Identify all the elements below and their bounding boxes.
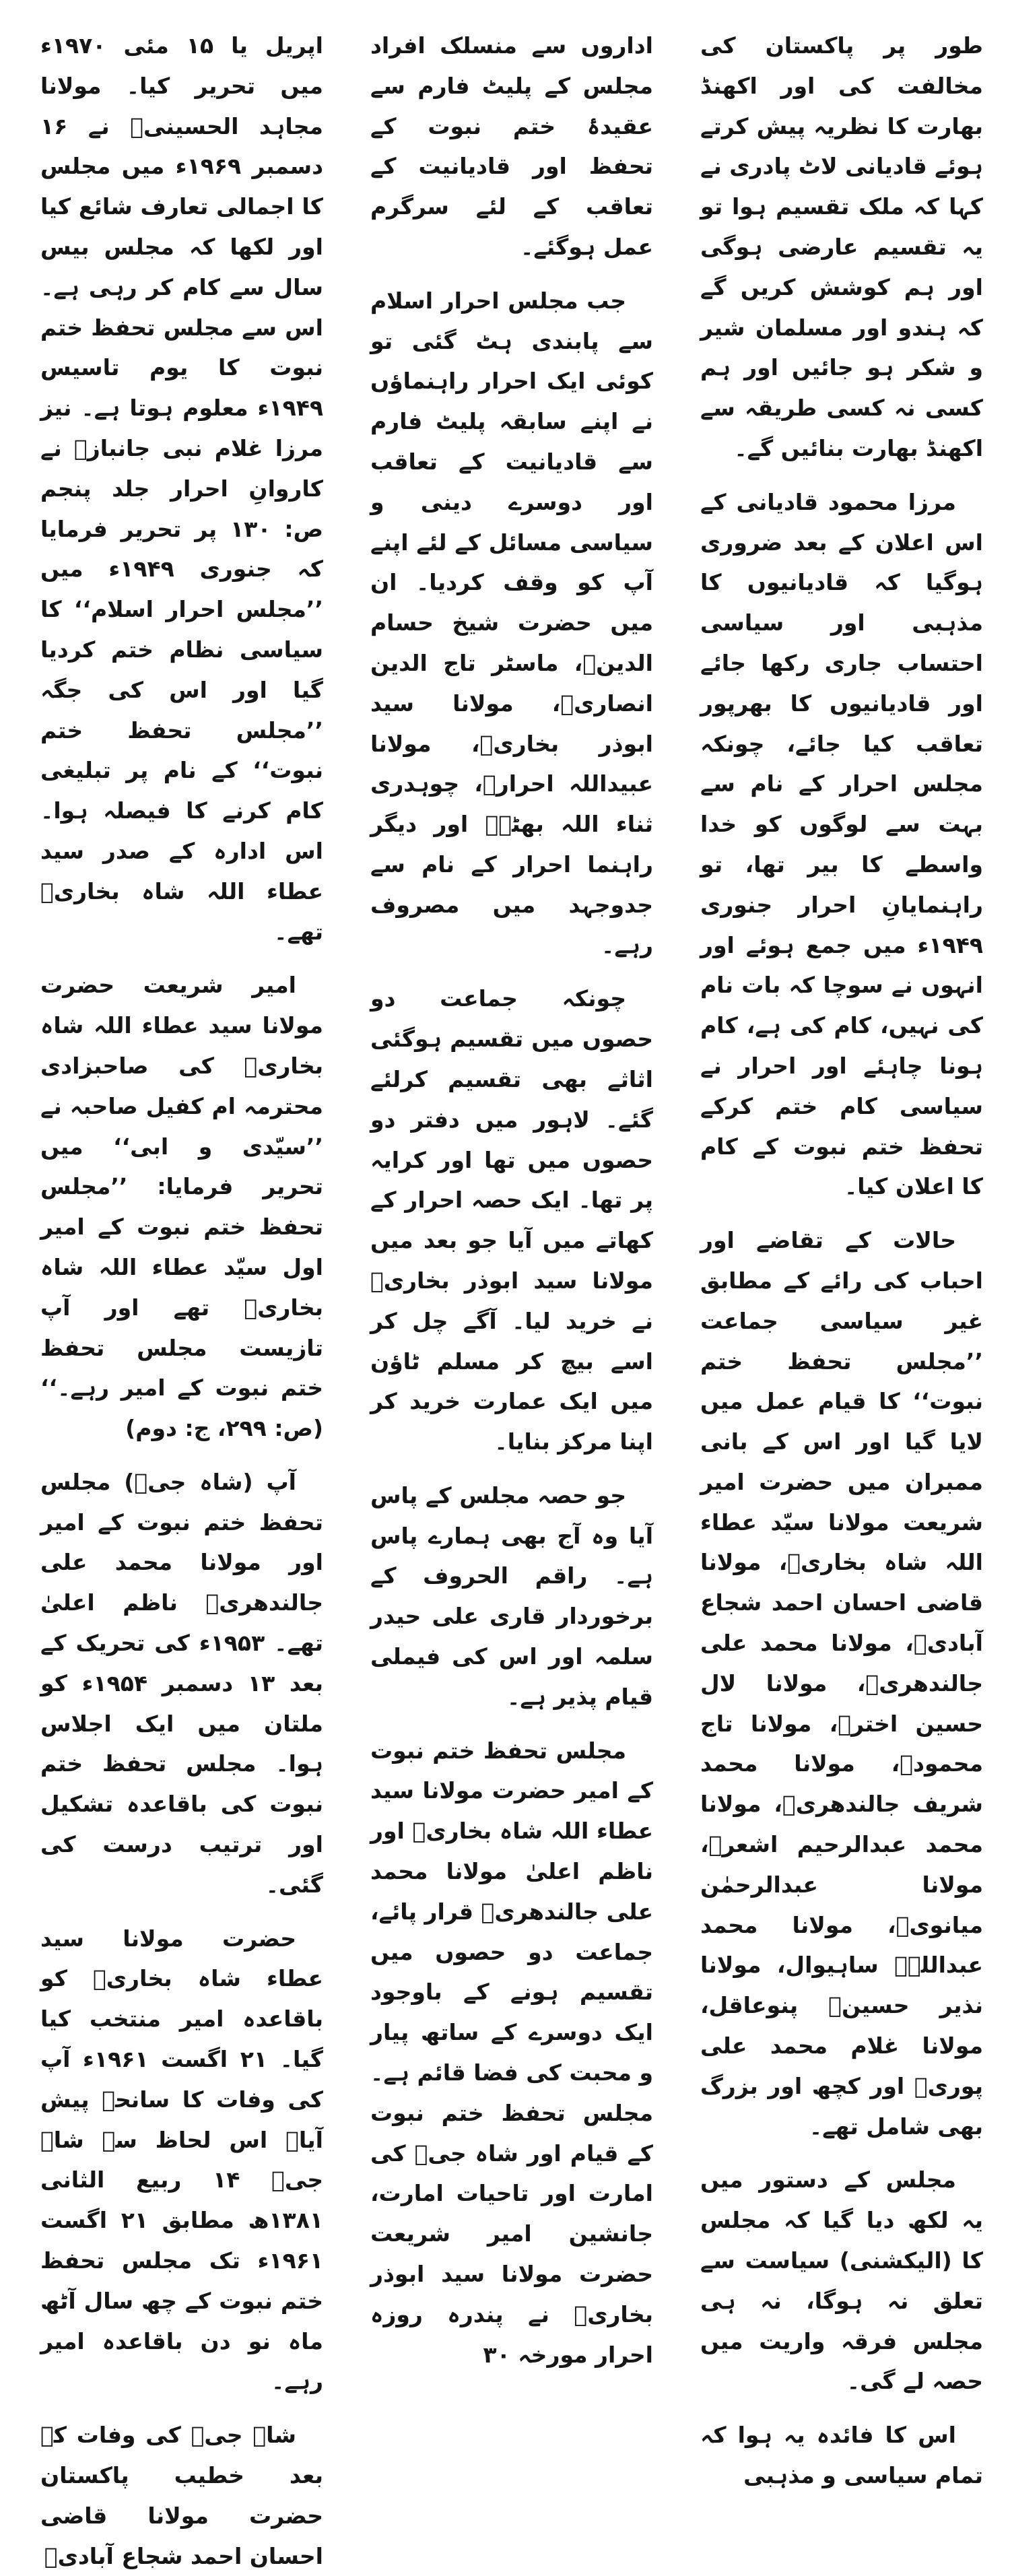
- column-left: [40, 26, 324, 2569]
- column-right: [700, 26, 983, 2489]
- paragraph: حضرت مولانا سید عطاء شاہ بخاریؒ کو باقاعدہ امیر منتخب کیا گیا۔ ۲۱ اگست ۱۹۶۱ء آپ کی وفات کا سانحہ پیش آیا۔ اس لحاظ سے شاہ جیؒ ۱۴ ربیع الثانی ۱۳۸۱ھ مطابق ۲۱ اگست ۱۹۶۱ء تک مجلس تحفظ ختم نبوت کے چھ سال آٹھ ماہ نو دن باقاعدہ امیر رہے۔: [40, 1925, 323, 2395]
- paragraph: اس کا فائدہ یہ ہوا کہ تمام سیاسی و مذہبی: [700, 2422, 983, 2489]
- paragraph: مجلس کے دستور میں یہ لکھ دیا گیا کہ مجلس کا (الیکشنی) سیاست سے تعلق نہ ہوگا، نہ ہی مجلس فرقہ واریت میں حصہ لے گی۔: [700, 2167, 983, 2395]
- paragraph: شاہ جیؒ کی وفات کے بعد خطیب پاکستان حضرت مولانا قاضی احسان احمد شجاع آبادیؒ: [40, 2422, 323, 2569]
- column-middle: [370, 26, 653, 2368]
- paragraph: حالات کے تقاضے اور احباب کی رائے کے مطابق غیر سیاسی جماعت ’’مجلس تحفظ ختم نبوت‘‘ کا قیام عمل میں لایا گیا اور اس کے بانی ممبران میں حضرت امیر شریعت مولانا سیّد عطاء اللہ شاہ بخاریؒ، مولانا قاضی احسان احمد شجاع آبادیؒ، مولانا محمد علی جالندھریؒ، مولانا لال حسین اخترؒ، مولانا تاج محمودؒ، مولانا محمد شریف جالندھریؒ، مولانا محمد عبدالرحیم اشعرؒ، مولانا عبدالرحمٰن میانویؒ، مولانا محمد عبداللہؒ ساہیوال، مولانا نذیر حسینؒ پنوعاقل، مولانا غلام محمد علی پوریؒ اور کچھ اور بزرگ بھی شامل تھے۔: [700, 1227, 983, 2140]
- paragraph: اداروں سے منسلک افراد مجلس کے پلیٹ فارم سے عقیدۂ ختم نبوت کے تحفظ اور قادیانیت کے تعاقب کے لئے سرگرم عمل ہوگئے۔: [370, 32, 653, 260]
- paragraph: جب مجلس احرار اسلام سے پابندی ہٹ گئی تو کوئی ایک احرار راہنماؤں نے اپنے سابقہ پلیٹ فارم سے قادیانیت کے تعاقب اور دوسرے دینی و سیاسی مسائل کے لئے اپنے آپ کو وقف کردیا۔ ان میں حضرت شیخ حسام الدینؒ، ماسٹر تاج الدین انصاریؒ، مولانا سید ابوذر بخاریؒ، مولانا عبیداللہ احرارؒ، چوہدری ثناء اللہ بھٹہؒ اور دیگر راہنما احرار کے نام سے جدوجہد میں مصروف رہے۔: [370, 287, 653, 958]
- paragraph: جو حصہ مجلس کے پاس آیا وہ آج بھی ہمارے پاس ہے۔ راقم الحروف کے برخوردار قاری علی حیدر سلمہ اور اس کی فیملی قیام پذیر ہے۔: [370, 1482, 653, 1710]
- paragraph: طور پر پاکستان کی مخالفت کی اور اکھنڈ بھارت کا نظریہ پیش کرتے ہوئے قادیانی لاٹ پادری نے کہا کہ ملک تقسیم ہوا تو یہ تقسیم عارضی ہوگی اور ہم کوشش کریں گے کہ ہندو اور مسلمان شیر و شکر ہو جائیں اور ہم کسی نہ کسی طریقہ سے اکھنڈ بھارت بنائیں گے۔: [700, 32, 983, 461]
- paragraph: آپ (شاہ جیؒ) مجلس تحفظ ختم نبوت کے امیر اور مولانا محمد علی جالندھریؒ ناظم اعلیٰ تھے۔ ۱۹۵۳ء کی تحریک کے بعد ۱۳ دسمبر ۱۹۵۴ء کو ملتان میں ایک اجلاس ہوا۔ مجلس تحفظ ختم نبوت کی باقاعدہ تشکیل اور ترتیب درست کی گئی۔: [40, 1468, 323, 1898]
- paragraph: اپریل یا ۱۵ مئی ۱۹۷۰ء میں تحریر کیا۔ مولانا مجاہد الحسینیؒ نے ۱۶ دسمبر ۱۹۶۹ء میں مجلس کا اجمالی تعارف شائع کیا اور لکھا کہ مجلس بیس سال سے کام کر رہی ہے۔ اس سے مجلس تحفظ ختم نبوت کا یوم تاسیس ۱۹۴۹ء معلوم ہوتا ہے۔ نیز مرزا غلام نبی جانبازؒ نے کاروانِ احرار جلد پنجم ص: ۱۳۰ پر تحریر فرمایا کہ جنوری ۱۹۴۹ء میں ’’مجلس احرار اسلام‘‘ کا سیاسی نظام ختم کردیا گیا اور اس کی جگہ ’’مجلس تحفظ ختم نبوت‘‘ کے نام پر تبلیغی کام کرنے کا فیصلہ ہوا۔ اس ادارہ کے صدر سید عطاء اللہ شاہ بخاریؒ تھے۔: [40, 32, 324, 945]
- paragraph: مرزا محمود قادیانی کے اس اعلان کے بعد ضروری ہوگیا کہ قادیانیوں کا مذہبی اور سیاسی احتساب جاری رکھا جائے اور قادیانیوں کا بھرپور تعاقب کیا جائے، چونکہ مجلس احرار کے نام سے بہت سے لوگوں کو خدا واسطے کا بیر تھا، تو راہنمایانِ احرار جنوری ۱۹۴۹ء میں جمع ہوئے اور انہوں نے سوچا کہ بات نام کی نہیں، کام کی ہے، کام ہونا چاہئے اور احرار نے سیاسی کام ختم کرکے تحفظ ختم نبوت کے کام کا اعلان کیا۔: [700, 488, 983, 1200]
- paragraph: امیر شریعت حضرت مولانا سید عطاء اللہ شاہ بخاریؒ کی صاحبزادی محترمہ ام کفیل صاحبہ نے ’’سیّدی و ابی‘‘ میں تحریر فرمایا: ’’مجلس تحفظ ختم نبوت کے امیر اول سیّد عطاء اللہ شاہ بخاریؒ تھے اور آپ تازیست مجلس تحفظ ختم نبوت کے امیر رہے۔‘‘ (ص: ۲۹۹، ج: دوم): [40, 972, 323, 1442]
- text-columns: [27, 26, 983, 2569]
- paragraph: مجلس تحفظ ختم نبوت کے امیر حضرت مولانا سید عطاء اللہ شاہ بخاریؒ اور ناظم اعلیٰ مولانا محمد علی جالندھریؒ قرار پائے، جماعت دو حصوں میں تقسیم ہونے کے باوجود ایک دوسرے کے ساتھ پیار و محبت کی فضا قائم ہے۔ مجلس تحفظ ختم نبوت کے قیام اور شاہ جیؒ کی امارت اور تاحیات امارت، جانشین امیر شریعت حضرت مولانا سید ابوذر بخاریؒ نے پندرہ روزہ احرار مورخہ ۳۰: [370, 1737, 653, 2368]
- paragraph: چونکہ جماعت دو حصوں میں تقسیم ہوگئی اثاثے بھی تقسیم کرلئے گئے۔ لاہور میں دفتر دو حصوں میں تھا اور کرایہ پر تھا۔ ایک حصہ احرار کے کھاتے میں آیا جو بعد میں مولانا سید ابوذر بخاریؒ نے خرید لیا۔ آگے چل کر اسے بیچ کر مسلم ٹاؤن میں ایک عمارت خرید کر اپنا مرکز بنایا۔: [370, 985, 653, 1455]
